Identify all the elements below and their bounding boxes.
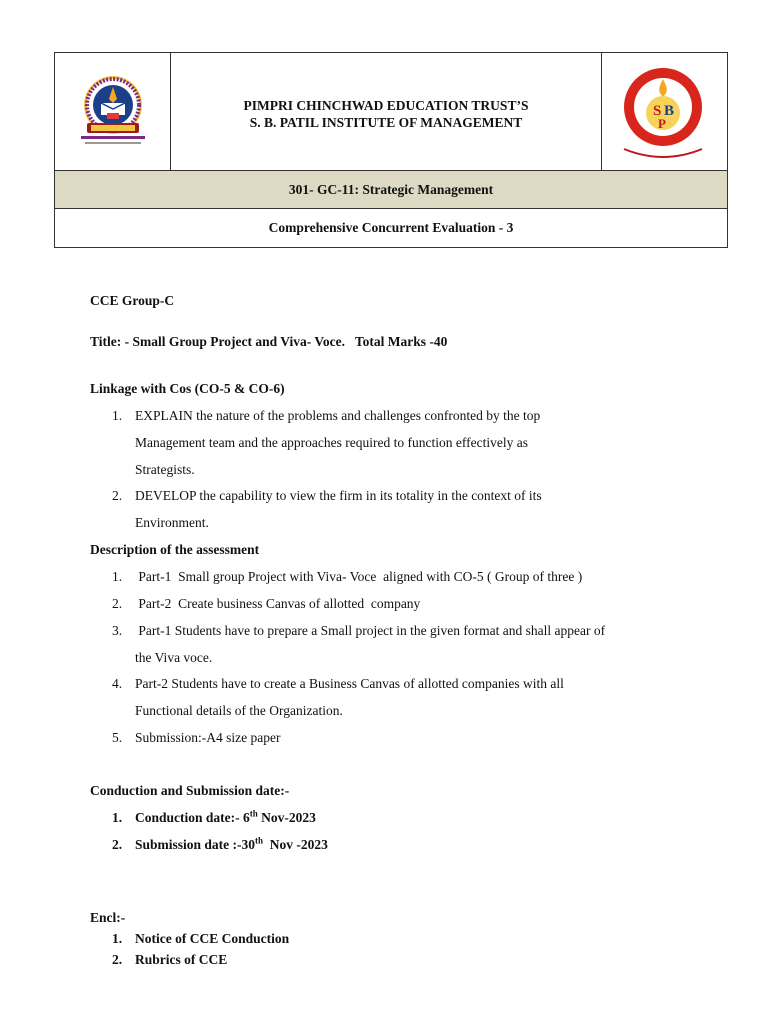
- list-item-line: Part-1 Students have to prepare a Small project in the given format and shall appear of: [135, 623, 606, 638]
- conduction-date: [135, 810, 316, 826]
- header-top-row: [55, 53, 727, 171]
- subject-row: 301- GC-11: Strategic Management: [55, 171, 727, 209]
- list-number: 2.: [112, 488, 123, 503]
- list-number: 4.: [112, 676, 123, 691]
- linkage-heading: Linkage with Cos (CO-5 & CO-6): [90, 381, 285, 396]
- list-number: 2.: [112, 952, 123, 967]
- list-number: 1.: [112, 931, 123, 946]
- institute-name: S. B. PATIL INSTITUTE OF MANAGEMENT: [249, 115, 523, 130]
- list-item-line: DEVELOP the capability to view the firm in its totality in the context of its: [135, 488, 542, 503]
- list-number: 5.: [112, 730, 123, 745]
- enclosure-heading: Encl:-: [90, 910, 126, 925]
- list-item-line: Environment.: [135, 515, 209, 530]
- evaluation-row: Comprehensive Concurrent Evaluation - 3: [268, 220, 514, 235]
- conduction-heading: Conduction and Submission date:-: [90, 783, 290, 798]
- group-label: CCE Group-C: [90, 293, 175, 308]
- sbp-seal-icon: [620, 65, 706, 161]
- institute-heading: [171, 97, 601, 131]
- list-number: 1.: [112, 569, 123, 584]
- title-line: Title: - Small Group Project and Viva- Voce. Total Marks -40: [90, 334, 448, 349]
- svg-text:P: P: [658, 116, 666, 131]
- left-logo-cell: [55, 53, 171, 170]
- right-logo-cell: [601, 53, 727, 170]
- enclosure-item: Rubrics of CCE: [135, 952, 228, 967]
- list-item-line: the Viva voce.: [135, 650, 213, 665]
- list-number: 2.: [112, 837, 123, 852]
- list-item-line: Submission:-A4 size paper: [135, 730, 281, 745]
- list-item-line: Part-2 Students have to create a Business Canvas of allotted companies with all: [135, 676, 564, 691]
- date-suffix: th: [249, 808, 258, 819]
- date-month: Nov -2023: [263, 837, 328, 852]
- list-item-line: Part-2 Create business Canvas of allotted company: [135, 596, 421, 611]
- svg-text:B: B: [664, 103, 675, 119]
- date-text: Submission date :-30: [135, 837, 256, 852]
- list-item-line: Management team and the approaches required to function effectively as: [135, 435, 528, 450]
- date-month: Nov-2023: [257, 810, 316, 825]
- list-item-line: Strategists.: [135, 462, 195, 477]
- enclosure-item: Notice of CCE Conduction: [135, 931, 290, 946]
- list-item-line: Functional details of the Organization.: [135, 703, 343, 718]
- list-number: 1.: [112, 810, 123, 825]
- trust-name: PIMPRI CHINCHWAD EDUCATION TRUST’S: [243, 98, 529, 113]
- list-number: 2.: [112, 596, 123, 611]
- date-suffix: th: [255, 835, 264, 846]
- svg-text:S: S: [653, 103, 662, 119]
- list-item-line: Part-1 Small group Project with Viva- Voce aligned with CO-5 ( Group of three ): [135, 569, 583, 584]
- pcet-emblem-icon: [73, 69, 153, 149]
- list-number: 1.: [112, 408, 123, 423]
- header-table: [54, 52, 728, 248]
- list-number: 3.: [112, 623, 123, 638]
- date-text: Conduction date:- 6: [135, 810, 250, 825]
- description-heading: Description of the assessment: [90, 542, 260, 557]
- submission-date: [135, 837, 328, 853]
- list-item-line: EXPLAIN the nature of the problems and challenges confronted by the top: [135, 408, 541, 423]
